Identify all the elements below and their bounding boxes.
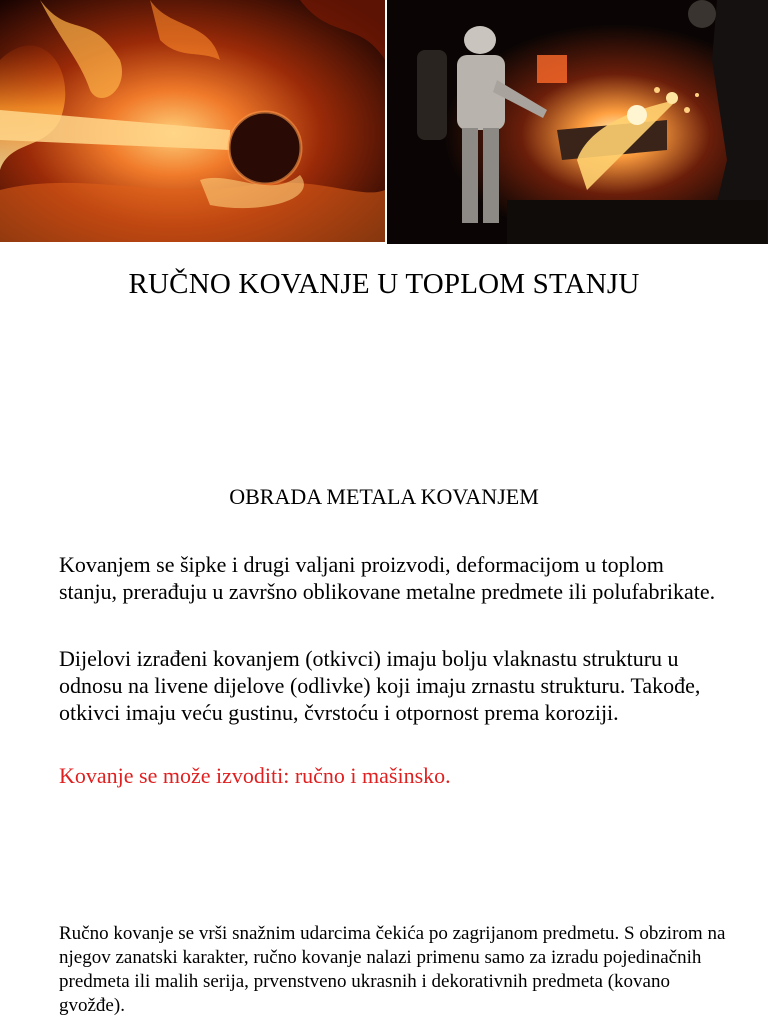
section-heading: OBRADA METALA KOVANJEM [229,484,539,509]
forge-fire-photo [0,0,385,242]
page-title: RUČNO KOVANJE U TOPLOM STANJU [128,268,640,300]
note-hand-forging: Ručno kovanje se vrši snažnim udarcima čekića po zagrijanom predmetu. S obzirom na njegov zanatski karakter, ručno kovanje nalazi primenu samo za izradu pojedinačnih predmeta ili malih serija, prvenstveno ukrasnih i dekorativnih predmeta (kovano gvožđe). [59,923,726,1016]
paragraph-forging-types: Kovanje se može izvoditi: ručno i mašinsko. [59,763,451,788]
foundry-worker-photo [387,0,768,244]
paragraph-properties: Dijelovi izrađeni kovanjem (otkivci) imaju bolju vlaknastu strukturu u odnosu na livene dijelove (odlivke) koji imaju zrnastu strukturu. Takođe, otkivci imaju veću gustinu, čvrstoću i otpornost prema koroziji. [59,646,701,725]
paragraph-definition: Kovanjem se šipke i drugi valjani proizvodi, deformacijom u toplom stanju, prerađuju u završno oblikovane metalne predmete ili polufabrikate. [59,552,716,604]
